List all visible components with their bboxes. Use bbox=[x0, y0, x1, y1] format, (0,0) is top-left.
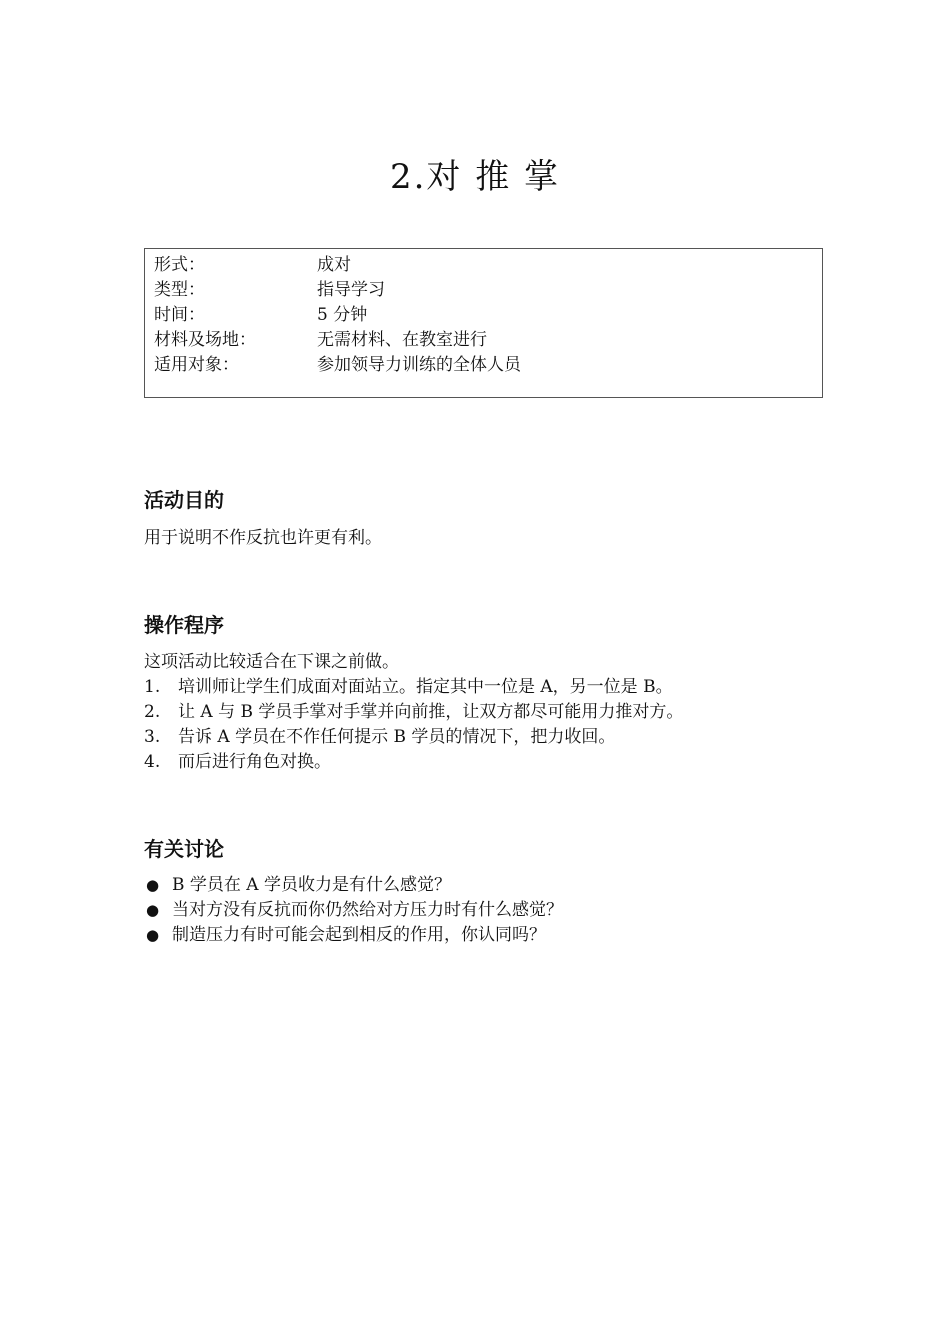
purpose-heading: 活动目的 bbox=[144, 488, 224, 512]
info-row-type bbox=[154, 278, 813, 303]
step-text: 让 A 与 B 学员手掌对手掌并向前推，让双方都尽可能用力推对方。 bbox=[178, 702, 684, 722]
page-title: 2.对 推 掌 bbox=[389, 157, 561, 197]
info-label: 类型： bbox=[154, 280, 205, 300]
discussion-text: 当对方没有反抗而你仍然给对方压力时有什么感觉？ bbox=[172, 900, 563, 920]
info-row-time bbox=[154, 303, 813, 328]
info-value: 无需材料、在教室进行 bbox=[317, 330, 487, 350]
step-number: 1. bbox=[144, 677, 161, 697]
bullet-icon: ● bbox=[146, 901, 160, 919]
discussion-text: B 学员在 A 学员收力是有什么感觉？ bbox=[172, 875, 451, 895]
activity-info-box bbox=[144, 248, 823, 398]
purpose-text: 用于说明不作反抗也许更有利。 bbox=[144, 528, 382, 548]
procedure-intro: 这项活动比较适合在下课之前做。 bbox=[144, 652, 399, 672]
step-number: 4. bbox=[144, 752, 161, 772]
discussion-text: 制造压力有时可能会起到相反的作用，你认同吗？ bbox=[172, 925, 546, 945]
info-row-audience bbox=[154, 353, 813, 378]
list-item bbox=[144, 898, 563, 923]
step-text: 告诉 A 学员在不作任何提示 B 学员的情况下，把力收回。 bbox=[178, 727, 616, 747]
discussion-items bbox=[144, 873, 563, 948]
info-value: 指导学习 bbox=[317, 280, 385, 300]
step-number: 3. bbox=[144, 727, 161, 747]
info-label: 材料及场地： bbox=[154, 330, 256, 350]
bullet-icon: ● bbox=[146, 876, 160, 894]
info-value: 5 分钟 bbox=[317, 305, 368, 325]
list-item bbox=[144, 675, 683, 700]
procedure-steps bbox=[144, 675, 683, 775]
list-item bbox=[144, 725, 683, 750]
info-row-materials bbox=[154, 328, 813, 353]
list-item bbox=[144, 923, 563, 948]
step-number: 2. bbox=[144, 702, 161, 722]
list-item bbox=[144, 873, 563, 898]
list-item bbox=[144, 700, 683, 725]
bullet-icon: ● bbox=[146, 926, 160, 944]
info-value: 成对 bbox=[317, 255, 351, 275]
info-label: 形式： bbox=[154, 255, 205, 275]
info-value: 参加领导力训练的全体人员 bbox=[317, 355, 521, 375]
info-label: 时间： bbox=[154, 305, 205, 325]
info-row-format bbox=[154, 253, 813, 278]
step-text: 培训师让学生们成面对面站立。指定其中一位是 A，另一位是 B。 bbox=[178, 677, 673, 697]
discussion-heading: 有关讨论 bbox=[144, 837, 224, 861]
step-text: 而后进行角色对换。 bbox=[178, 752, 331, 772]
procedure-heading: 操作程序 bbox=[144, 613, 224, 637]
info-label: 适用对象： bbox=[154, 355, 239, 375]
list-item bbox=[144, 750, 683, 775]
